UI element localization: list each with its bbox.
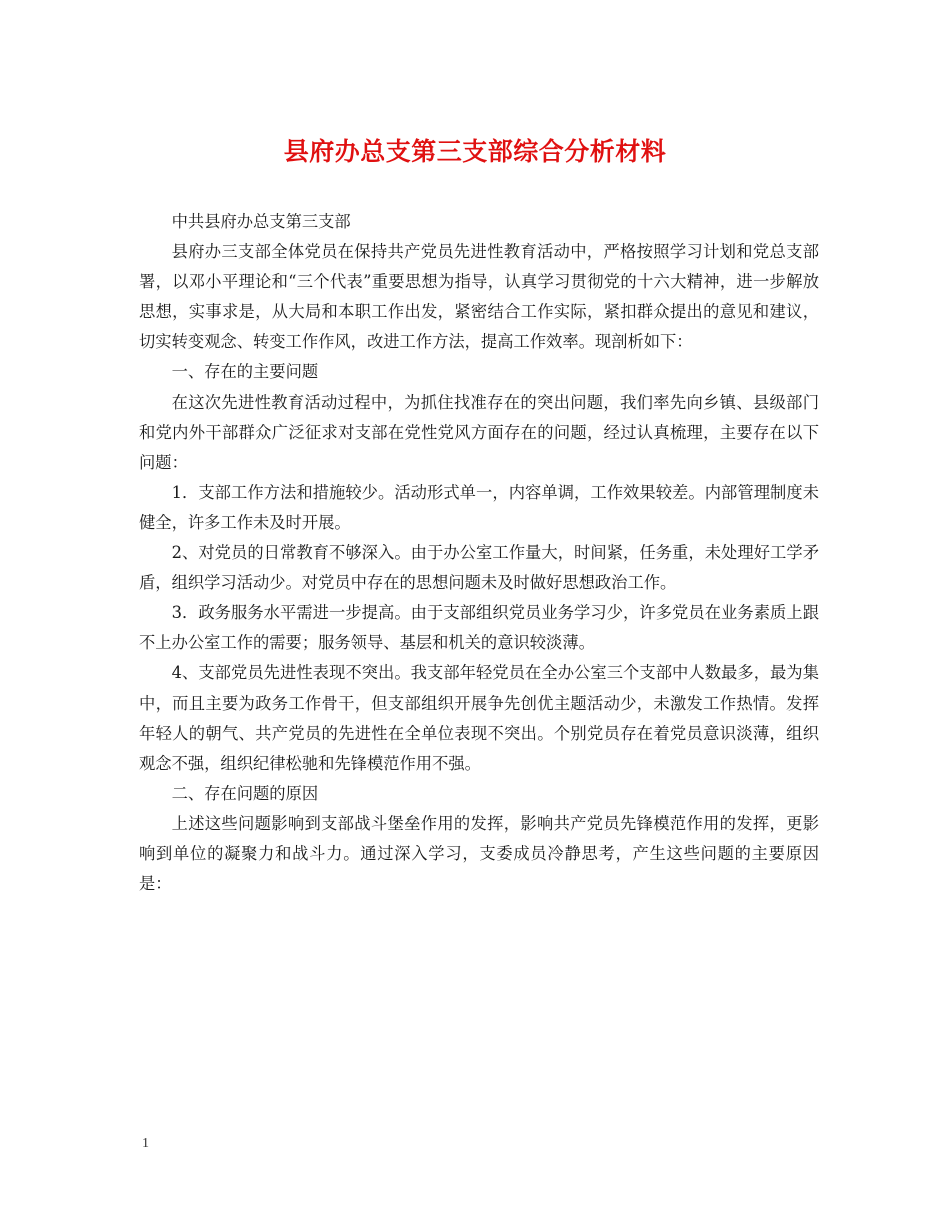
paragraph-problems-intro: 在这次先进性教育活动过程中，为抓住找准存在的突出问题，我们率先向乡镇、县级部门和党内外干部群众广泛征求对支部在党性党风方面存在的问题，经过认真梳理，主要存在以下问题： [139, 392, 819, 472]
paragraph-item-3: 3．政务服务水平需进一步提高。由于支部组织党员业务学习少，许多党员在业务素质上跟不上办公室工作的需要；服务领导、基层和机关的意识较淡薄。 [139, 603, 819, 653]
section-heading-1: 一、存在的主要问题 [171, 362, 319, 382]
document-title: 县府办总支第三支部综合分析材料 [283, 137, 667, 166]
paragraph-org-name: 中共县府办总支第三支部 [171, 212, 351, 231]
section-heading-2: 二、存在问题的原因 [171, 783, 319, 803]
page-number: 1 [142, 1136, 149, 1151]
paragraph-item-4: 4、支部党员先进性表现不突出。我支部年轻党员在全办公室三个支部中人数最多，最为集中，而且主要为政务工作骨干，但支部组织开展争先创优主题活动少，未激发工作热情。发挥年轻人的朝气、共产党员的先进性在全单位表现不突出。个别党员存在着党员意识淡薄，组织观念不强，组织纪律松驰和先锋模范作用不强。 [139, 663, 819, 773]
paragraph-item-1: 1．支部工作方法和措施较少。活动形式单一，内容单调，工作效果较差。内部管理制度未健全，许多工作未及时开展。 [139, 482, 819, 532]
paragraph-intro: 县府办三支部全体党员在保持共产党员先进性教育活动中，严格按照学习计划和党总支部署，以邓小平理论和“三个代表”重要思想为指导，认真学习贯彻党的十六大精神，进一步解放思想，实事求是，从大局和本职工作出发，紧密结合工作实际，紧扣群众提出的意见和建议，切实转变观念、转变工作作风，改进工作方法，提高工作效率。现剖析如下： [139, 242, 819, 352]
document-body [139, 207, 819, 899]
paragraph-item-2: 2、对党员的日常教育不够深入。由于办公室工作量大，时间紧，任务重，未处理好工学矛盾，组织学习活动少。对党员中存在的思想问题未及时做好思想政治工作。 [139, 543, 819, 593]
paragraph-causes-intro: 上述这些问题影响到支部战斗堡垒作用的发挥，影响共产党员先锋模范作用的发挥，更影响到单位的凝聚力和战斗力。通过深入学习，支委成员冷静思考，产生这些问题的主要原因是： [139, 813, 819, 894]
